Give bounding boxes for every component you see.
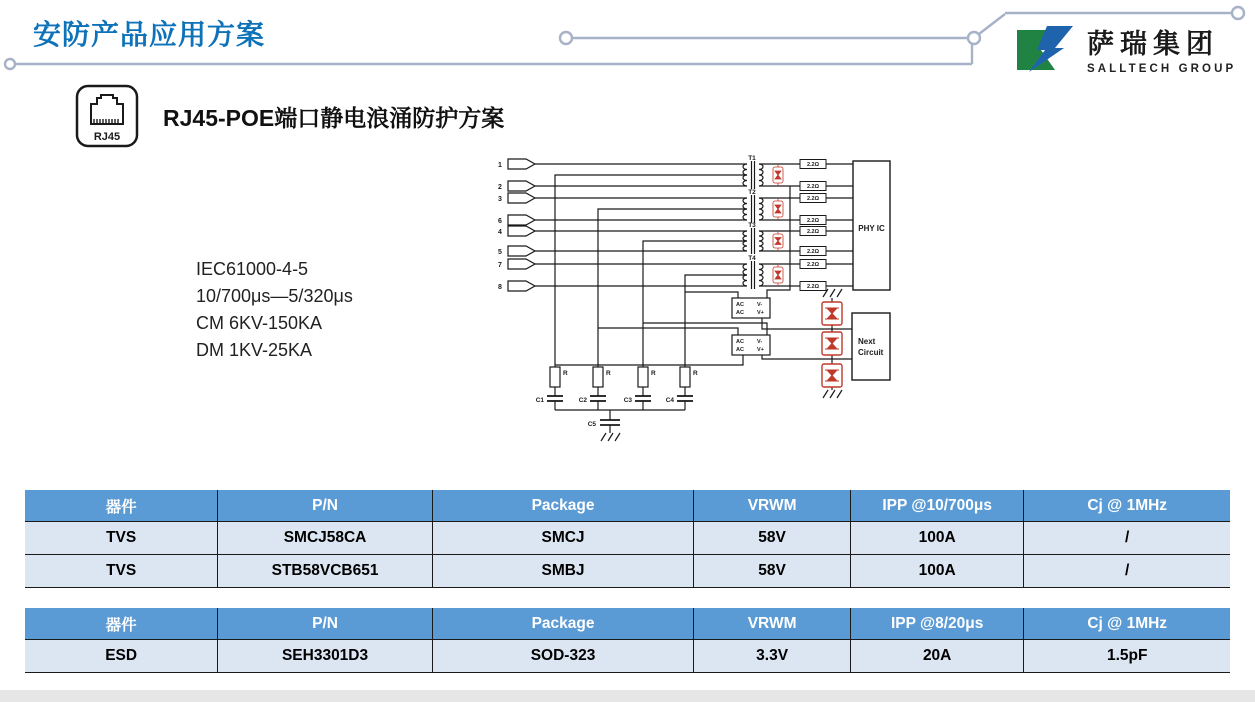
circuit-diagram (490, 140, 900, 480)
cell: TVS (25, 555, 218, 588)
svg-text:R: R (693, 370, 698, 377)
svg-text:2.2Ω: 2.2Ω (806, 284, 820, 290)
pin-numbers (498, 162, 502, 291)
spec-line-cm: CM 6KV-150KA (196, 313, 323, 333)
col-ipp: IPP @10/700μs (850, 490, 1024, 522)
tvs-diode-icons (822, 302, 842, 387)
tvs-table-header-row (25, 490, 1230, 522)
col-vrwm: VRWM (694, 490, 851, 522)
spec-line-waveform: 10/700μs—5/320μs (196, 286, 353, 306)
cell: 3.3V (694, 640, 851, 673)
cell: TVS (25, 522, 218, 555)
next-circuit-box (852, 313, 890, 380)
cell: 1.5pF (1024, 640, 1230, 673)
series-resistors (800, 160, 826, 291)
col-pn: P/N (218, 608, 432, 640)
svg-text:1: 1 (498, 162, 502, 169)
bridge-rectifier-2 (732, 335, 770, 355)
svg-text:AC: AC (736, 339, 744, 345)
col-cj: Cj @ 1MHz (1024, 608, 1230, 640)
rc-network (536, 367, 698, 428)
spec-text-block (196, 256, 353, 364)
svg-text:AC: AC (736, 302, 744, 308)
esd-table (25, 608, 1230, 673)
svg-text:AC: AC (736, 347, 744, 353)
svg-text:T3: T3 (748, 222, 756, 229)
cell: SMCJ (432, 522, 693, 555)
svg-text:7: 7 (498, 262, 502, 269)
footer-strip (0, 690, 1255, 702)
table-row (25, 640, 1230, 673)
phy-ic-box (853, 161, 890, 290)
svg-text:2.2Ω: 2.2Ω (806, 184, 820, 190)
spec-line-dm: DM 1KV-25KA (196, 340, 313, 360)
svg-text:2.2Ω: 2.2Ω (806, 249, 820, 255)
svg-text:PHY IC: PHY IC (858, 224, 885, 233)
svg-text:T2: T2 (748, 189, 756, 196)
svg-text:2.2Ω: 2.2Ω (806, 162, 820, 168)
page-title: 安防产品应用方案 (33, 19, 266, 50)
cell: STB58VCB651 (218, 555, 432, 588)
svg-text:V-: V- (757, 339, 763, 345)
svg-text:C4: C4 (665, 397, 674, 404)
cell: / (1024, 522, 1230, 555)
svg-text:5: 5 (498, 249, 502, 256)
svg-text:2.2Ω: 2.2Ω (806, 218, 820, 224)
spec-line-standard: IEC61000-4-5 (196, 259, 309, 279)
logo-name-en: SALLTECH GROUP (1087, 63, 1237, 75)
svg-text:6: 6 (498, 218, 502, 225)
cell: 58V (694, 522, 851, 555)
rj45-pins (508, 159, 535, 291)
tvs-table (25, 490, 1230, 588)
col-vrwm: VRWM (694, 608, 851, 640)
cell: 20A (850, 640, 1024, 673)
table-row (25, 555, 1230, 588)
svg-text:T4: T4 (748, 255, 756, 262)
svg-text:C5: C5 (587, 421, 596, 428)
cell: SOD-323 (432, 640, 693, 673)
cell: ESD (25, 640, 218, 673)
logo-mark-icon (1015, 20, 1077, 76)
cell: / (1024, 555, 1230, 588)
svg-text:R: R (651, 370, 656, 377)
svg-text:T1: T1 (748, 155, 756, 162)
svg-text:C2: C2 (578, 397, 587, 404)
svg-text:2: 2 (498, 184, 502, 191)
svg-text:8: 8 (498, 284, 502, 291)
svg-text:R: R (606, 370, 611, 377)
col-device: 器件 (25, 608, 218, 640)
col-ipp: IPP @8/20μs (850, 608, 1024, 640)
logo-name-cn: 萨瑞集团 (1087, 29, 1219, 59)
col-package: Package (432, 490, 693, 522)
svg-text:4: 4 (498, 229, 502, 236)
svg-text:2.2Ω: 2.2Ω (806, 229, 820, 235)
cell: 100A (850, 522, 1024, 555)
col-cj: Cj @ 1MHz (1024, 490, 1230, 522)
svg-text:V+: V+ (757, 347, 764, 353)
col-package: Package (432, 608, 693, 640)
col-device: 器件 (25, 490, 218, 522)
table-row (25, 522, 1230, 555)
cell: 100A (850, 555, 1024, 588)
rj45-icon (75, 84, 139, 148)
col-pn: P/N (218, 490, 432, 522)
esd-diode-icons (773, 164, 783, 286)
svg-text:2.2Ω: 2.2Ω (806, 196, 820, 202)
svg-text:Circuit: Circuit (858, 348, 884, 357)
bridge-rectifier-1 (732, 298, 770, 318)
svg-text:C1: C1 (535, 397, 544, 404)
svg-text:V+: V+ (757, 310, 764, 316)
cell: SMCJ58CA (218, 522, 432, 555)
svg-text:Next: Next (858, 337, 876, 346)
esd-table-header-row (25, 608, 1230, 640)
cell: SEH3301D3 (218, 640, 432, 673)
svg-text:R: R (563, 370, 568, 377)
svg-text:AC: AC (736, 310, 744, 316)
company-logo (1015, 20, 1236, 76)
cell: SMBJ (432, 555, 693, 588)
svg-text:C3: C3 (623, 397, 632, 404)
circuit-wires (535, 164, 853, 433)
rj45-icon-label: RJ45 (93, 131, 121, 143)
svg-text:2.2Ω: 2.2Ω (806, 262, 820, 268)
section-subtitle: RJ45-POE端口静电浪涌防护方案 (163, 105, 505, 131)
svg-text:V-: V- (757, 302, 763, 308)
cell: 58V (694, 555, 851, 588)
svg-text:3: 3 (498, 196, 502, 203)
